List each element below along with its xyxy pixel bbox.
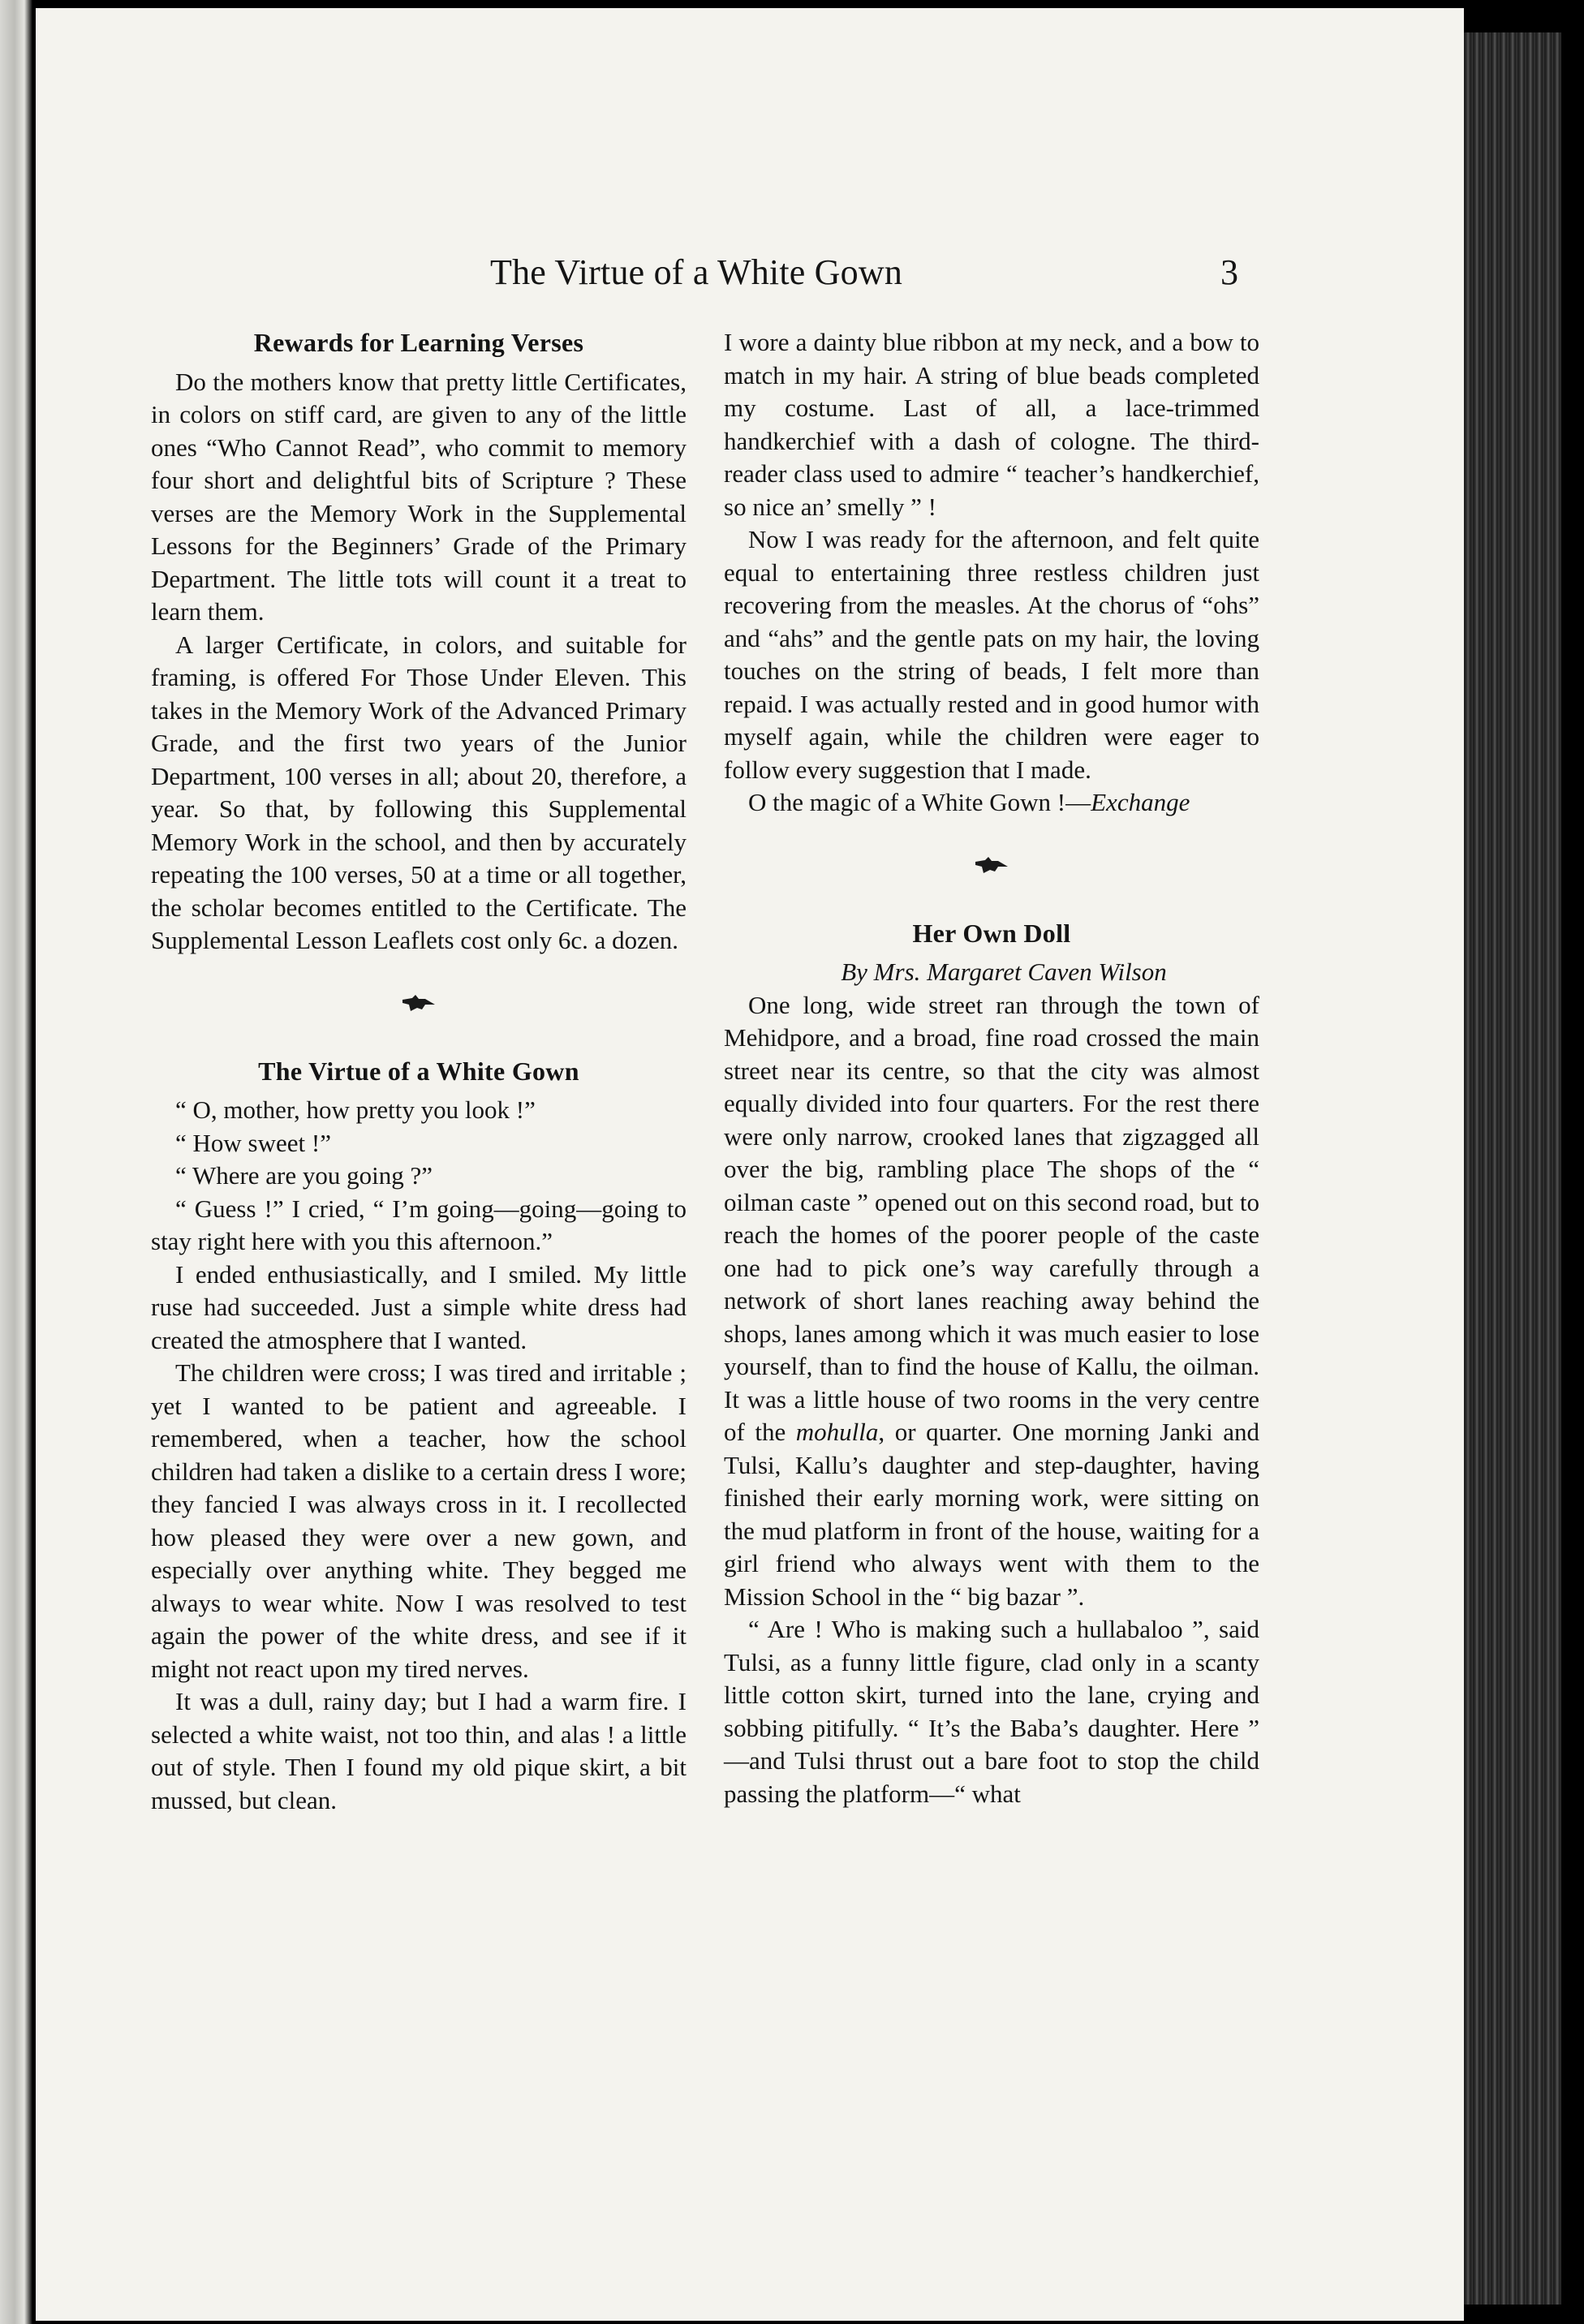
section-title-virtue: The Virtue of a White Gown (258, 1056, 579, 1086)
closing-line (724, 786, 1259, 820)
paragraph: Now I was ready for the afternoon, and felt quite equal to entertaining three restless children just recovering from the measles. At the chorus of “ohs” and “ahs” and the gentle pats on my hair, the loving touches on the string of beads, I felt more than repaid. I was actually rested and in good humor with myself again, while the children were eager to follow every suggestion that I made. (724, 525, 1259, 784)
paragraph: “ Are ! Who is making such a hullabaloo ”, said Tulsi, as a funny little figure, clad only in a scanty little cotton skirt, turned into the lane, crying and sobbing pitifully. “ It’s the Baba’s daughter. Here ” —and Tulsi thrust out a bare foot to stop the child passing the platform—“ what (724, 1615, 1259, 1808)
paragraph: It was a dull, rainy day; but I had a warm fire. I selected a white waist, not too thin, and alas ! a little out of style. Then I found my old pique skirt, a bit mussed, but clean. (151, 1687, 687, 1814)
paragraph-text: One long, wide street ran through the town of Mehidpore, and a broad, fine road crossed the main street near its centre, so that the city was almost equally divided into four quarters. For the rest there were only narrow, crooked lanes that zigzagged all over the big, rambling place The shops of the “ oilman caste ” opened out on this second road, but to reach the homes of the poorer people of the caste one had to pick one’s way carefully through a network of short lanes reaching away behind the shops, lanes among which it was much easier to lose yourself, than to find the house of Kallu, the oilman. It was a little house of two rooms in the very centre of the (724, 990, 1259, 1446)
section-divider-ornament (724, 839, 1259, 888)
paragraph: “ Where are you going ?” (175, 1161, 433, 1190)
paragraph (724, 989, 1259, 1614)
paragraph: I ended enthusiastically, and I smiled. My little ruse had succeeded. Just a simple white dress had created the atmosphere that I wanted. (151, 1259, 687, 1354)
paragraph: I wore a dainty blue ribbon at my neck, and a bow to match in my hair. A string of blue beads completed my costume. Last of all, a lace-trimmed handkerchief with a dash of cologne. The third-reader class used to admire “ teacher’s handkerchief, so nice an’ smelly ” ! (724, 328, 1259, 521)
section-title-rewards: Rewards for Learning Verses (253, 328, 584, 357)
left-column (151, 326, 687, 1817)
paragraph: “ O, mother, how pretty you look !” (175, 1095, 536, 1124)
italic-word: mohulla (795, 1418, 879, 1446)
byline: By Mrs. Margaret Caven Wilson (841, 958, 1167, 986)
book-page-stack-edge (1464, 32, 1561, 2305)
section-title-doll: Her Own Doll (912, 918, 1071, 948)
closing-source: Exchange (1091, 788, 1190, 816)
paragraph: The children were cross; I was tired and irritable ; yet I wanted to be patient and agreeable. I remembered, when a teacher, how the school children had taken a dislike to a certain dress I wore; they fancied I was always cross in it. I recollected how pleased they were over a new gown, and especially over anything white. They begged me always to wear white. Now I was resolved to test again the power of the white dress, and see if it might not react upon my tired nerves. (151, 1358, 687, 1683)
paragraph: “ How sweet !” (175, 1128, 331, 1157)
running-head: The Virtue of a White Gown (490, 252, 903, 292)
book-page (36, 8, 1464, 2321)
left-page-edge (0, 0, 32, 2324)
right-column (724, 326, 1259, 1810)
paragraph: “ Guess !” I cried, “ I’m going—going—going to stay right here with you this afternoon.” (151, 1194, 687, 1255)
paragraph: Do the mothers know that pretty little Certificates, in colors on stiff card, are given to any of the little ones “Who Cannot Read”, who commit to memory four short and delightful bits of Scripture ? These verses are the Memory Work in the Supplemental Lessons for the Beginners’ Grade of the Primary Department. The little tots will count it a treat to learn them. (151, 367, 687, 626)
hand-ornament-icon (401, 993, 437, 1013)
closing-text: O the magic of a White Gown !— (748, 788, 1091, 816)
section-divider-ornament (151, 977, 687, 1026)
paragraph-text: , or quarter. One morning Janki and Tulsi, Kallu’s daughter and step-daughter, having finished their early morning work, were sitting on the mud platform in front of the house, waiting for a girl friend who always went with them to the Mission School in the “ big bazar ”. (724, 1418, 1259, 1611)
page-number: 3 (1220, 252, 1238, 292)
hand-ornament-icon (974, 855, 1009, 875)
paragraph: A larger Certificate, in colors, and suitable for framing, is offered For Those Under Eleven. This takes in the Memory Work of the Advanced Primary Grade, and the first two years of the Junior Department, 100 verses in all; about 20, therefore, a year. So that, by following this Supplemental Memory Work in the school, and then by accurately repeating the 100 verses, 50 at a time or all together, the scholar becomes entitled to the Certificate. The Supplemental Lesson Leaflets cost only 6c. a dozen. (151, 630, 687, 954)
